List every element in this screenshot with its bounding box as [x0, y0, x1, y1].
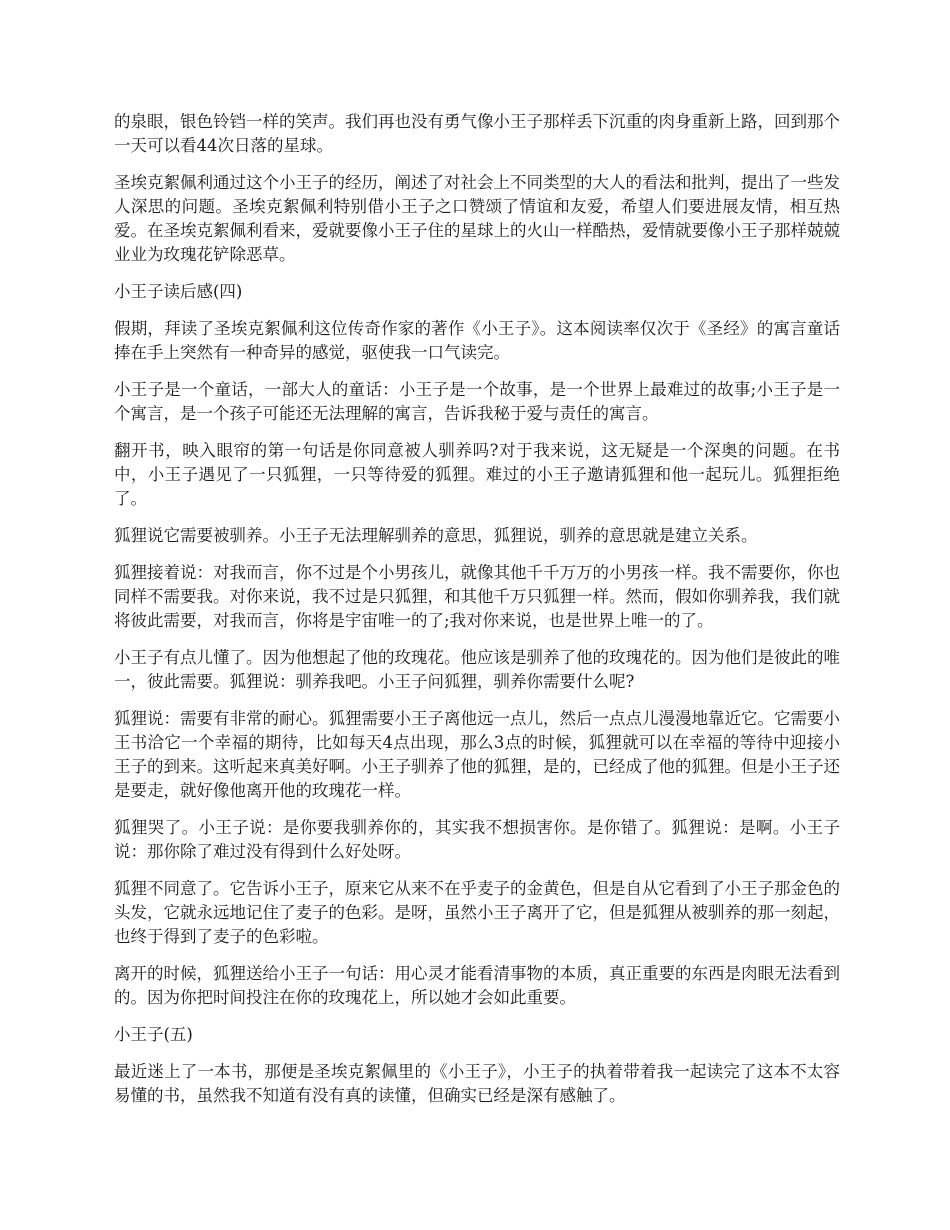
paragraph: 小王子有点儿懂了。因为他想起了他的玫瑰花。他应该是驯养了他的玫瑰花的。因为他们是彼此的唯一，彼此需要。狐狸说：驯养我吧。小王子问狐狸，驯养你需要什么呢?: [114, 648, 840, 691]
section-heading: 小王子(五): [114, 1025, 193, 1044]
paragraph: 小王子是一个童话，一部大人的童话：小王子是一个故事，是一个世界上最难过的故事;小王子是一个寓言，是一个孩子可能还无法理解的寓言，告诉我秘于爱与责任的寓言。: [114, 380, 840, 423]
paragraph: 假期，拜读了圣埃克絮佩利这位传奇作家的著作《小王子》。这本阅读率仅次于《圣经》的寓言童话捧在手上突然有一种奇异的感觉，驱使我一口气读完。: [114, 319, 840, 362]
paragraph: 狐狸说：需要有非常的耐心。狐狸需要小王子离他远一点儿，然后一点点儿漫漫地靠近它。它需要小王书洽它一个幸福的期待，比如每天4点出现，那么3点的时候，狐狸就可以在幸福的等待中迎接小王子的到来。这听起来真美好啊。小王子驯养了他的狐狸，是的，已经成了他的狐狸。但是小王子还是要走，就好像他离开他的玫瑰花一样。: [114, 709, 840, 800]
paragraph: 狐狸哭了。小王子说：是你要我驯养你的，其实我不想损害你。是你错了。狐狸说：是啊。小王子说：那你除了难过没有得到什么好处呀。: [114, 818, 840, 861]
section-heading: 小王子读后感(四): [114, 282, 243, 301]
paragraph: 狐狸接着说：对我而言，你不过是个小男孩儿，就像其他千千万万的小男孩一样。我不需要你，你也同样不需要我。对你来说，我不过是只狐狸，和其他千万只狐狸一样。然而，假如你驯养我，我们就将彼此需要，对我而言，你将是宇宙唯一的了;我对你来说，也是世界上唯一的了。: [114, 563, 840, 630]
paragraph: 离开的时候，狐狸送给小王子一句话：用心灵才能看清事物的本质，真正重要的东西是肉眼无法看到的。因为你把时间投注在你的玫瑰花上，所以她才会如此重要。: [114, 964, 840, 1007]
paragraph: 翻开书，映入眼帘的第一句话是你同意被人驯养吗?对于我来说，这无疑是一个深奥的问题。在书中，小王子遇见了一只狐狸，一只等待爱的狐狸。难过的小王子邀请狐狸和他一起玩儿。狐狸拒绝了。: [114, 441, 840, 508]
paragraph: 狐狸不同意了。它告诉小王子，原来它从来不在乎麦子的金黄色，但是自从它看到了小王子那金色的头发，它就永远地记住了麦子的色彩。是呀，虽然小王子离开了它，但是狐狸从被驯养的那一刻起，也终于得到了麦子的色彩啦。: [114, 879, 840, 946]
paragraph: 圣埃克絮佩利通过这个小王子的经历，阐述了对社会上不同类型的大人的看法和批判，提出了一些发人深思的问题。圣埃克絮佩利特别借小王子之口赞颂了情谊和友爱，希望人们要进展友情，相互热爱。在圣埃克絮佩利看来，爱就要像小王子住的星球上的火山一样酷热，爱情就要像小王子那样兢兢业业为玫瑰花铲除恶草。: [114, 173, 840, 264]
paragraph: 的泉眼，银色铃铛一样的笑声。我们再也没有勇气像小王子那样丢下沉重的肉身重新上路，回到那个一天可以看44次日落的星球。: [114, 112, 840, 155]
paragraph: 最近迷上了一本书，那便是圣埃克絮佩里的《小王子》，小王子的执着带着我一起读完了这本不太容易懂的书，虽然我不知道有没有真的读懂，但确实已经是深有感触了。: [114, 1062, 840, 1105]
paragraph: 狐狸说它需要被驯养。小王子无法理解驯养的意思，狐狸说，驯养的意思就是建立关系。: [114, 526, 758, 545]
document-body: [114, 110, 840, 1121]
